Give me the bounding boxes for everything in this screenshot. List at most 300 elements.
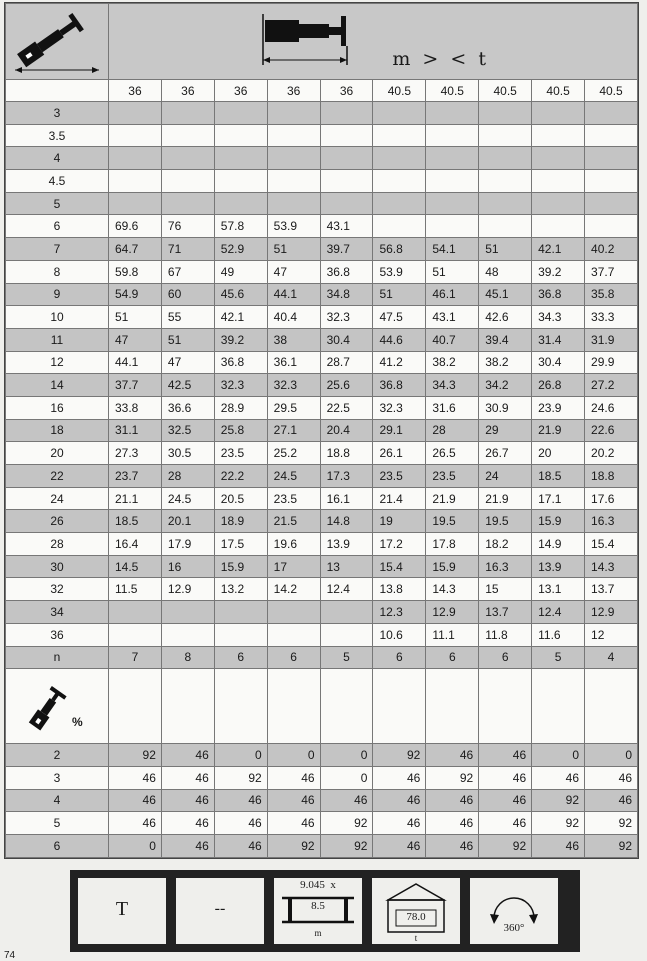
boom-length-cell: 40.5 [479,80,532,102]
load-value-cell: 40.7 [426,328,479,351]
percent-value-cell: 92 [320,834,373,857]
boom-length-cell: 36 [320,80,373,102]
load-row [6,260,638,283]
load-value-cell: 17.3 [320,465,373,488]
load-row [6,215,638,238]
load-value-cell: 14.5 [109,555,162,578]
load-row [6,238,638,261]
telescope-icon-cell [6,669,109,744]
load-value-cell: 22.6 [585,419,638,442]
load-value-cell: 12.3 [373,601,426,624]
load-value-cell: 13 [320,555,373,578]
n-value-cell: 6 [267,646,320,669]
load-value-cell: 39.7 [320,238,373,261]
load-value-cell: 18.5 [532,465,585,488]
load-value-cell: 52.9 [214,238,267,261]
load-value-cell: 32.3 [267,374,320,397]
load-value-cell [373,170,426,193]
load-value-cell [214,170,267,193]
load-value-cell: 24.6 [585,396,638,419]
percent-value-cell: 92 [585,834,638,857]
percent-value-cell: 46 [479,789,532,812]
load-value-cell [109,601,162,624]
load-value-cell [532,170,585,193]
load-value-cell: 13.1 [532,578,585,601]
load-value-cell: 76 [161,215,214,238]
boom-length-cell: 40.5 [585,80,638,102]
load-value-cell: 38.2 [426,351,479,374]
load-value-cell: 23.5 [426,465,479,488]
n-row [6,646,638,669]
load-value-cell [109,102,162,125]
load-value-cell [214,124,267,147]
load-value-cell [320,623,373,646]
radius-label: 32 [6,578,109,601]
load-value-cell: 23.7 [109,465,162,488]
load-value-cell: 26.5 [426,442,479,465]
empty-cell [585,669,638,744]
footer-box-outrigger [274,878,362,944]
load-row [6,555,638,578]
percent-value-cell: 92 [532,789,585,812]
load-value-cell [109,170,162,193]
load-value-cell: 40.4 [267,306,320,329]
load-row [6,192,638,215]
load-value-cell [479,215,532,238]
load-value-cell: 25.8 [214,419,267,442]
telescoping-cylinder-icon [20,677,80,737]
boom-length-cell: 36 [214,80,267,102]
outrigger-width-value: 9.045 [300,879,325,891]
load-value-cell: 26.1 [373,442,426,465]
radius-label: 3.5 [6,124,109,147]
radius-label: 24 [6,487,109,510]
load-value-cell [479,170,532,193]
load-value-cell: 16.3 [585,510,638,533]
load-value-cell: 36.8 [373,374,426,397]
load-value-cell: 64.7 [109,238,162,261]
boom-length-cell: 40.5 [426,80,479,102]
load-value-cell: 16 [161,555,214,578]
load-value-cell [109,192,162,215]
percent-value-cell: 46 [109,789,162,812]
percent-value-cell: 46 [214,834,267,857]
load-row [6,351,638,374]
load-value-cell: 51 [161,328,214,351]
percent-value-cell: 0 [109,834,162,857]
load-value-cell: 18.8 [585,465,638,488]
load-value-cell: 15 [479,578,532,601]
config-label: m > < t [392,48,489,70]
load-value-cell [267,102,320,125]
radius-label: 8 [6,260,109,283]
percent-value-cell: 46 [373,766,426,789]
load-value-cell: 45.6 [214,283,267,306]
load-value-cell [532,147,585,170]
percent-value-cell: 92 [373,744,426,767]
percent-value-cell: 46 [426,834,479,857]
empty-cell [109,669,162,744]
load-value-cell [479,124,532,147]
percent-value-cell: 92 [267,834,320,857]
load-value-cell [267,192,320,215]
load-value-cell: 53.9 [373,260,426,283]
load-value-cell [214,623,267,646]
load-value-cell: 53.9 [267,215,320,238]
load-value-cell: 16.3 [479,555,532,578]
empty-cell [373,669,426,744]
load-value-cell: 51 [109,306,162,329]
empty-cell [426,669,479,744]
load-value-cell: 60 [161,283,214,306]
percent-value-cell: 92 [109,744,162,767]
load-value-cell [532,124,585,147]
percent-value-cell: 46 [214,812,267,835]
load-value-cell: 39.2 [532,260,585,283]
load-value-cell: 29.1 [373,419,426,442]
load-value-cell: 29 [479,419,532,442]
section-label: 4 [6,789,109,812]
load-value-cell: 44.6 [373,328,426,351]
load-value-cell: 19.5 [479,510,532,533]
load-value-cell: 46.1 [426,283,479,306]
percent-value-cell: 46 [426,744,479,767]
load-value-cell: 43.1 [426,306,479,329]
radius-label: 10 [6,306,109,329]
load-value-cell: 25.2 [267,442,320,465]
boom-length-cell: 36 [109,80,162,102]
load-value-cell: 28.7 [320,351,373,374]
percent-value-cell: 46 [161,834,214,857]
boom-length-cell: 36 [161,80,214,102]
empty-cell [214,669,267,744]
load-row [6,510,638,533]
load-value-cell [161,623,214,646]
load-row [6,306,638,329]
load-value-cell: 42.6 [479,306,532,329]
load-value-cell [214,601,267,624]
load-value-cell: 17 [267,555,320,578]
load-value-cell: 15.9 [426,555,479,578]
load-value-cell: 20.5 [214,487,267,510]
load-value-cell: 13.9 [532,555,585,578]
load-value-cell: 21.5 [267,510,320,533]
load-value-cell [585,170,638,193]
telescope-percent-row [6,812,638,835]
slew-value: 360° [503,922,525,934]
n-value-cell: 8 [161,646,214,669]
radius-label: 28 [6,533,109,556]
load-value-cell [373,147,426,170]
load-value-cell: 38 [267,328,320,351]
load-value-cell: 57.8 [214,215,267,238]
load-value-cell: 36.8 [214,351,267,374]
load-value-cell: 34.3 [532,306,585,329]
load-value-cell: 21.9 [426,487,479,510]
load-value-cell: 34.3 [426,374,479,397]
load-value-cell [214,192,267,215]
load-value-cell [585,124,638,147]
telescope-percent-row [6,834,638,857]
load-row [6,465,638,488]
load-value-cell [320,147,373,170]
load-value-cell [214,147,267,170]
boom-length-cell: 36 [267,80,320,102]
load-value-cell: 33.8 [109,396,162,419]
load-value-cell: 10.6 [373,623,426,646]
load-value-cell: 14.3 [585,555,638,578]
load-value-cell: 32.3 [214,374,267,397]
load-value-cell: 13.7 [585,578,638,601]
load-value-cell [320,192,373,215]
telescope-percent-row [6,744,638,767]
load-value-cell: 19.5 [426,510,479,533]
load-value-cell: 17.9 [161,533,214,556]
load-value-cell [267,147,320,170]
section-label: 6 [6,834,109,857]
load-value-cell: 28 [161,465,214,488]
load-value-cell: 21.4 [373,487,426,510]
load-value-cell: 18.8 [320,442,373,465]
load-value-cell [426,102,479,125]
load-value-cell: 34.8 [320,283,373,306]
load-value-cell: 32.3 [320,306,373,329]
load-value-cell: 34.2 [479,374,532,397]
load-value-cell: 20 [532,442,585,465]
load-value-cell: 11.1 [426,623,479,646]
percent-value-cell: 46 [161,812,214,835]
load-value-cell [320,170,373,193]
load-value-cell [426,170,479,193]
load-value-cell [426,147,479,170]
load-value-cell [479,147,532,170]
load-value-cell: 36.8 [532,283,585,306]
load-value-cell: 36.8 [320,260,373,283]
load-value-cell [373,124,426,147]
percent-value-cell: 0 [267,744,320,767]
load-value-cell: 37.7 [109,374,162,397]
load-value-cell: 43.1 [320,215,373,238]
load-value-cell: 19 [373,510,426,533]
radius-label: 5 [6,192,109,215]
configuration-footer [70,870,580,952]
configuration-header [109,4,638,80]
load-value-cell [214,102,267,125]
load-value-cell: 36.1 [267,351,320,374]
load-value-cell: 17.5 [214,533,267,556]
n-value-cell: 4 [585,646,638,669]
telescoping-percent-header [6,669,638,744]
load-value-cell: 51 [426,260,479,283]
section-label: 2 [6,744,109,767]
load-value-cell: 30.9 [479,396,532,419]
load-value-cell [320,601,373,624]
n-value-cell: 6 [373,646,426,669]
load-value-cell: 42.1 [532,238,585,261]
telescope-percent-row [6,789,638,812]
percent-value-cell: 46 [479,744,532,767]
percent-value-cell: 92 [426,766,479,789]
load-value-cell: 24.5 [267,465,320,488]
load-value-cell: 16.4 [109,533,162,556]
radius-label: 11 [6,328,109,351]
load-value-cell [426,215,479,238]
percent-value-cell: 92 [479,834,532,857]
load-row [6,396,638,419]
load-value-cell: 47.5 [373,306,426,329]
load-value-cell: 33.3 [585,306,638,329]
load-row [6,442,638,465]
load-value-cell [161,170,214,193]
telescopic-boom-icon [9,4,105,76]
load-value-cell: 15.4 [373,555,426,578]
outrigger-dims-top [274,879,362,891]
load-value-cell: 51 [479,238,532,261]
percent-value-cell: 46 [320,789,373,812]
percent-value-cell: 0 [532,744,585,767]
load-value-cell: 42.5 [161,374,214,397]
load-value-cell: 22.2 [214,465,267,488]
percent-value-cell: 92 [320,812,373,835]
load-value-cell: 11.5 [109,578,162,601]
load-value-cell: 12 [585,623,638,646]
load-value-cell [426,192,479,215]
footer-box-slew [470,878,558,944]
load-value-cell [109,124,162,147]
load-value-cell: 39.2 [214,328,267,351]
radius-label: 14 [6,374,109,397]
load-value-cell [109,623,162,646]
load-value-cell: 59.8 [109,260,162,283]
n-value-cell: 7 [109,646,162,669]
load-row [6,124,638,147]
load-value-cell: 12.9 [585,601,638,624]
load-value-cell: 67 [161,260,214,283]
radius-label: 6 [6,215,109,238]
percent-value-cell: 92 [214,766,267,789]
load-value-cell: 32.3 [373,396,426,419]
load-value-cell: 29.5 [267,396,320,419]
load-value-cell [109,147,162,170]
section-label: 5 [6,812,109,835]
load-value-cell [320,102,373,125]
load-value-cell: 19.6 [267,533,320,556]
load-value-cell [267,124,320,147]
radius-label: 34 [6,601,109,624]
load-value-cell: 30.4 [320,328,373,351]
load-value-cell: 41.2 [373,351,426,374]
footer-jib-label: -- [214,900,226,917]
load-value-cell: 26.7 [479,442,532,465]
n-value-cell: 6 [214,646,267,669]
load-value-cell: 23.9 [532,396,585,419]
load-value-cell: 40.2 [585,238,638,261]
percent-value-cell: 46 [214,789,267,812]
load-value-cell: 17.6 [585,487,638,510]
empty-cell [267,669,320,744]
boom-header-empty [6,80,109,102]
percent-value-cell: 46 [161,744,214,767]
load-value-cell: 11.8 [479,623,532,646]
load-row [6,578,638,601]
load-value-cell: 36.6 [161,396,214,419]
load-value-cell [373,102,426,125]
page-number: 74 [4,950,16,961]
load-value-cell: 23.5 [267,487,320,510]
radius-label: 22 [6,465,109,488]
load-value-cell: 14.9 [532,533,585,556]
boom-length-cell: 40.5 [532,80,585,102]
load-value-cell [532,215,585,238]
load-value-cell: 28 [426,419,479,442]
load-value-cell: 16.1 [320,487,373,510]
load-value-cell: 21.9 [532,419,585,442]
load-value-cell: 39.4 [479,328,532,351]
load-row [6,283,638,306]
percent-value-cell: 0 [214,744,267,767]
load-value-cell: 71 [161,238,214,261]
load-value-cell [585,215,638,238]
load-value-cell [373,215,426,238]
load-row [6,328,638,351]
load-value-cell: 13.7 [479,601,532,624]
load-value-cell: 31.1 [109,419,162,442]
load-row [6,533,638,556]
load-value-cell: 20.2 [585,442,638,465]
load-value-cell: 13.8 [373,578,426,601]
percent-value-cell: 46 [161,789,214,812]
empty-cell [161,669,214,744]
load-row [6,147,638,170]
load-value-cell: 12.4 [320,578,373,601]
load-value-cell: 55 [161,306,214,329]
load-value-cell: 15.9 [532,510,585,533]
percent-value-cell: 0 [320,744,373,767]
percent-value-cell: 46 [109,766,162,789]
radius-label: 36 [6,623,109,646]
load-value-cell [267,623,320,646]
counterweight-value: 78.0 [406,911,426,923]
load-value-cell: 21.1 [109,487,162,510]
percent-value-cell: 46 [267,766,320,789]
load-row [6,170,638,193]
radius-label: 16 [6,396,109,419]
load-value-cell: 15.4 [585,533,638,556]
radius-label: 12 [6,351,109,374]
radius-label: 18 [6,419,109,442]
load-value-cell: 35.8 [585,283,638,306]
boom-extension-icon [259,10,359,70]
load-value-cell: 15.9 [214,555,267,578]
load-value-cell: 27.3 [109,442,162,465]
load-chart-table [5,3,638,858]
load-value-cell: 44.1 [109,351,162,374]
percent-value-cell: 46 [426,812,479,835]
load-value-cell: 51 [373,283,426,306]
load-chart-sheet [4,2,639,859]
percent-value-cell: 0 [585,744,638,767]
load-value-cell: 38.2 [479,351,532,374]
percent-label: % [72,715,83,730]
load-value-cell: 13.2 [214,578,267,601]
load-value-cell: 31.4 [532,328,585,351]
percent-value-cell: 46 [585,789,638,812]
telescope-percent-row [6,766,638,789]
empty-cell [532,669,585,744]
percent-value-cell: 46 [479,766,532,789]
load-value-cell: 14.8 [320,510,373,533]
load-value-cell [267,170,320,193]
